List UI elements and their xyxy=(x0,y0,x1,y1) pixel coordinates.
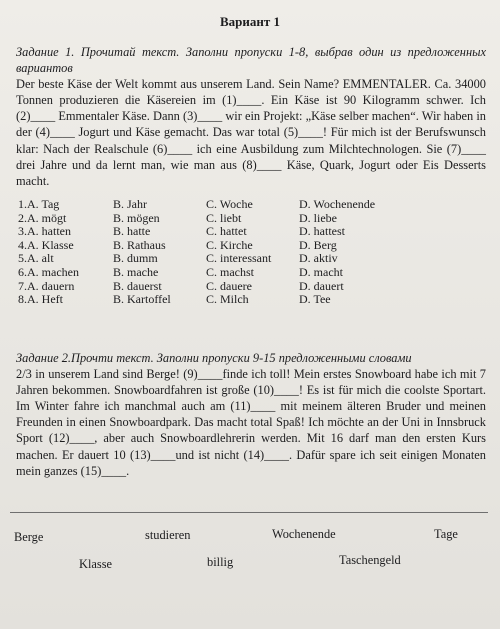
option-item: D. Wochenende xyxy=(299,197,376,211)
wordbank-item: Taschengeld xyxy=(339,553,401,567)
option-item: 5.A. alt xyxy=(18,251,54,266)
option-item: C. Woche xyxy=(206,197,253,211)
wordbank-item: Berge xyxy=(14,530,44,544)
option-item: 6.A. machen xyxy=(18,264,79,279)
option-item: D. macht xyxy=(299,264,343,279)
option-item: C. Milch xyxy=(206,292,249,307)
option-item: B. dumm xyxy=(113,251,158,266)
divider-line xyxy=(10,512,488,513)
option-item: B. Kartoffel xyxy=(113,292,171,307)
option-item: 7.A. dauern xyxy=(18,278,75,293)
task1-block xyxy=(16,44,486,189)
wordbank-item: Klasse xyxy=(79,557,113,571)
task1-text: Der beste Käse der Welt kommt aus unserem Land. Sein Name? EMMENTALER. Ca. 34000 Tonnen produzieren die Käsereien im (1)____. Ein Käse ist 90 Kilogramm schwer. Ich (2)____ Emmentaler Käse. Dann (3)____ wir ein Projekt: „Käse selber machen“. Wir haben in der (4)____ Jogurt und Käse gemacht. Das war total (5)____! Für mich ist der Berufswunsch klar: Nach der Realschule (6)____ ich eine Ausbildung zum Milchtechnologen. Sie (7)____ drei Jahre und da lernt man, wie man aus (8)____ Käse, Quark, Jogurt oder Eis Desserts macht. xyxy=(16,77,486,188)
option-item: B. dauerst xyxy=(113,278,162,293)
wordbank-item: Tage xyxy=(434,527,458,541)
option-item: B. Rathaus xyxy=(113,237,166,252)
option-item: C. liebt xyxy=(206,210,242,225)
task2-heading: Задание 2.Прочти текст. Заполни пропуски 9-15 предложенными словами xyxy=(16,351,412,365)
options-column-c xyxy=(206,198,271,307)
option-item: 1.A. Tag xyxy=(18,197,60,211)
wordbank-item: Wochenende xyxy=(272,527,336,541)
wordbank-item: billig xyxy=(207,555,234,569)
option-item: 4.A. Klasse xyxy=(18,237,74,252)
option-item: D. aktiv xyxy=(299,251,338,266)
option-item: B. mögen xyxy=(113,210,160,225)
option-item: D. liebe xyxy=(299,210,337,225)
task2-text: 2/3 in unserem Land sind Berge! (9)____finde ich toll! Mein erstes Snowboard habe ich mit 7 Jahren bekommen. Snowboardfahren ist große (10)____! Es ist für mich die coolste Sportart. Im Winter fahre ich manchmal auch am (11)____ mit meinem älteren Bruder und meinen Freunden in einen Snowboardpark. Das macht total Spaß! Ich möchte an der Uni in Innsbruck Sport (12)____, aber auch Snowboardlehrerin werden. Mit 16 darf man den ersten Kurs machen. Er dauert 10 (13)____und ist nicht (14)____. Dafür spare ich seit einigen Monaten mein ganzes (15)____. xyxy=(16,367,486,478)
option-item: B. Jahr xyxy=(113,197,147,211)
page-title: Вариант 1 xyxy=(219,14,281,29)
options-column-b xyxy=(113,198,171,307)
option-item: C. Kirche xyxy=(206,237,253,252)
option-item: C. hattet xyxy=(206,224,247,239)
option-item: 2.A. mögt xyxy=(18,210,67,225)
option-item: 8.A. Heft xyxy=(18,292,63,307)
options-column-a xyxy=(18,198,79,307)
task1-heading: Задание 1. Прочитай текст. Заполни пропуски 1-8, выбрав один из предложенных вариантов xyxy=(16,45,486,76)
options-column-d xyxy=(299,198,375,307)
option-item: C. machst xyxy=(206,264,254,279)
option-item: B. hatte xyxy=(113,224,151,239)
wordbank-item: studieren xyxy=(145,528,191,542)
option-item: C. interessant xyxy=(206,251,272,266)
option-item: D. hattest xyxy=(299,224,345,239)
option-item: D. Tee xyxy=(299,292,331,307)
option-item: 3.A. hatten xyxy=(18,224,71,239)
option-item: B. mache xyxy=(113,264,159,279)
option-item: D. dauert xyxy=(299,278,344,293)
option-item: C. dauere xyxy=(206,278,252,293)
option-item: D. Berg xyxy=(299,237,337,252)
task2-block xyxy=(16,350,486,479)
